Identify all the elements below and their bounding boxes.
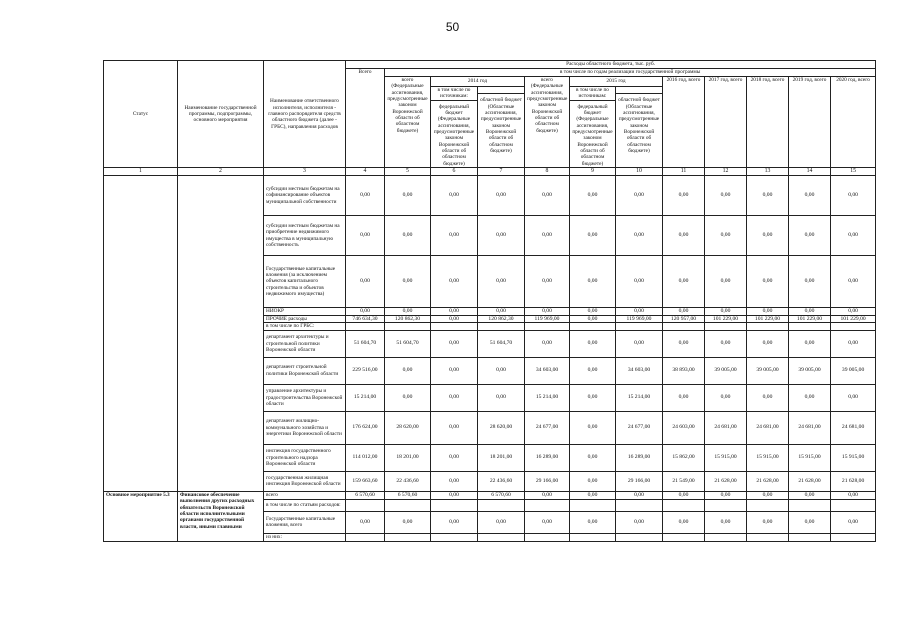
value-cell: 34 603,00 xyxy=(616,357,663,384)
header-year-2016: 2016 год, всего xyxy=(663,77,705,168)
row-label: государственная жилищная инспекция Воронежской области xyxy=(264,471,346,491)
value-cell xyxy=(525,323,570,330)
header-year-2015: 2015 год xyxy=(570,77,663,87)
value-cell: 0,00 xyxy=(831,308,876,316)
value-cell: 159 663,60 xyxy=(346,471,385,491)
value-cell: 34 603,00 xyxy=(525,357,570,384)
row-label: в том числе по статьям расходов: xyxy=(264,499,346,511)
value-cell: 21 549,00 xyxy=(663,471,705,491)
value-cell: 0,00 xyxy=(431,176,478,216)
value-cell: 16 289,00 xyxy=(525,444,570,471)
value-cell: 746 634,30 xyxy=(346,315,385,323)
value-cell xyxy=(385,499,431,511)
header-total-2014: всего (Федеральные ассигнования, предусмотренные законом Воронежской области об областном бюджете) xyxy=(385,77,431,168)
value-cell: 0,00 xyxy=(346,308,385,316)
value-cell: 0,00 xyxy=(385,256,431,308)
value-cell xyxy=(663,533,705,541)
value-cell: 24 681,00 xyxy=(789,411,831,444)
row-label: инспекция государственного строительного надзора Воронежской области xyxy=(264,444,346,471)
value-cell: 15 214,00 xyxy=(346,384,385,411)
value-cell: 0,00 xyxy=(431,471,478,491)
value-cell xyxy=(616,323,663,330)
value-cell xyxy=(663,499,705,511)
value-cell: 0,00 xyxy=(525,491,570,499)
header-reg-2014 xyxy=(478,87,525,168)
value-cell xyxy=(747,533,789,541)
column-number: 12 xyxy=(705,168,747,176)
value-cell: 0,00 xyxy=(525,216,570,256)
value-cell xyxy=(831,533,876,541)
value-cell: 29 166,00 xyxy=(525,471,570,491)
value-cell: 0,00 xyxy=(570,308,616,316)
value-cell: 101 229,00 xyxy=(747,315,789,323)
value-cell xyxy=(705,323,747,330)
value-cell: 0,00 xyxy=(478,357,525,384)
value-cell: 0,00 xyxy=(431,511,478,533)
value-cell: 0,00 xyxy=(385,216,431,256)
value-cell: 0,00 xyxy=(570,315,616,323)
value-cell: 0,00 xyxy=(616,511,663,533)
value-cell: 0,00 xyxy=(346,176,385,216)
header-executor: Наименование ответственного исполнителя, исполнителя - главного распорядителя средств областного бюджета (далее - ГРБС), направления расходов xyxy=(264,61,346,168)
header-year-2019: 2019 год, всего xyxy=(789,77,831,168)
value-cell: 0,00 xyxy=(616,176,663,216)
value-cell: 6 570,60 xyxy=(385,491,431,499)
value-cell xyxy=(789,533,831,541)
value-cell: 21 628,00 xyxy=(789,471,831,491)
header-budget-title: Расходы областного бюджета, тыс. руб. xyxy=(346,61,876,69)
value-cell: 0,00 xyxy=(705,176,747,216)
value-cell: 176 624,00 xyxy=(346,411,385,444)
value-cell: 0,00 xyxy=(616,216,663,256)
value-cell: 0,00 xyxy=(346,511,385,533)
value-cell: 28 620,00 xyxy=(385,411,431,444)
value-cell: 0,00 xyxy=(789,256,831,308)
value-cell: 0,00 xyxy=(705,216,747,256)
header-fed-2015 xyxy=(570,87,616,168)
column-number: 3 xyxy=(264,168,346,176)
value-cell: 0,00 xyxy=(478,308,525,316)
value-cell: 0,00 xyxy=(789,216,831,256)
header-reg-2015 xyxy=(616,87,663,168)
value-cell: 119 969,00 xyxy=(525,315,570,323)
row-label: в том числе по ГРБС: xyxy=(264,323,346,330)
column-number: 4 xyxy=(346,168,385,176)
value-cell: 0,00 xyxy=(570,176,616,216)
column-number: 11 xyxy=(663,168,705,176)
value-cell xyxy=(831,323,876,330)
value-cell: 0,00 xyxy=(431,315,478,323)
header-year-2018: 2018 год, всего xyxy=(747,77,789,168)
value-cell: 24 681,00 xyxy=(831,411,876,444)
row-label: департамент жилищно-коммунального хозяйства и энергетики Воронежской области xyxy=(264,411,346,444)
header-fed-2015-text: федеральный бюджет (Федеральные ассигнования, предусмотренные законом Воронежской области об областном бюджете) xyxy=(572,103,613,167)
value-cell: 6 570,60 xyxy=(346,491,385,499)
value-cell: 0,00 xyxy=(663,491,705,499)
value-cell: 0,00 xyxy=(525,256,570,308)
value-cell: 0,00 xyxy=(431,411,478,444)
column-number: 14 xyxy=(789,168,831,176)
value-cell: 0,00 xyxy=(478,511,525,533)
value-cell: 120 957,00 xyxy=(663,315,705,323)
value-cell: 0,00 xyxy=(747,256,789,308)
value-cell: 0,00 xyxy=(431,308,478,316)
value-cell: 0,00 xyxy=(705,491,747,499)
value-cell: 0,00 xyxy=(831,176,876,216)
column-number: 13 xyxy=(747,168,789,176)
value-cell: 0,00 xyxy=(663,176,705,216)
value-cell xyxy=(478,499,525,511)
value-cell: 0,00 xyxy=(789,384,831,411)
value-cell: 0,00 xyxy=(431,491,478,499)
program-name-cell: Финансовое обеспечение выполнения других расходных обязательств Воронежской области исполнительными органами государственной власти, иными главными xyxy=(178,491,264,541)
column-number: 5 xyxy=(385,168,431,176)
value-cell: 0,00 xyxy=(705,511,747,533)
value-cell: 0,00 xyxy=(663,511,705,533)
header-reg-2014-text: областной бюджет (Областные ассигнования, предусмотренные законом Воронежской области об областном бюджете) xyxy=(480,97,522,155)
value-cell: 0,00 xyxy=(525,330,570,357)
value-cell xyxy=(831,499,876,511)
header-total: Всего xyxy=(346,69,385,168)
value-cell: 51 604,70 xyxy=(478,330,525,357)
table-row xyxy=(104,491,876,499)
value-cell: 28 620,00 xyxy=(478,411,525,444)
value-cell: 0,00 xyxy=(431,357,478,384)
value-cell xyxy=(705,499,747,511)
value-cell: 0,00 xyxy=(385,384,431,411)
header-fed-2014 xyxy=(431,87,478,168)
value-cell: 15 915,00 xyxy=(831,444,876,471)
value-cell: 0,00 xyxy=(346,216,385,256)
value-cell: 0,00 xyxy=(747,384,789,411)
row-label: управление архитектуры и градостроительства Воронежской области xyxy=(264,384,346,411)
value-cell xyxy=(478,323,525,330)
table-header xyxy=(104,61,876,176)
value-cell: 0,00 xyxy=(616,330,663,357)
value-cell: 0,00 xyxy=(789,330,831,357)
value-cell: 51 604,70 xyxy=(346,330,385,357)
column-number: 1 xyxy=(104,168,178,176)
value-cell xyxy=(478,533,525,541)
value-cell: 24 677,00 xyxy=(525,411,570,444)
value-cell: 6 570,60 xyxy=(478,491,525,499)
column-number: 10 xyxy=(616,168,663,176)
value-cell: 0,00 xyxy=(478,384,525,411)
value-cell: 39 005,00 xyxy=(705,357,747,384)
value-cell: 114 012,00 xyxy=(346,444,385,471)
value-cell: 0,00 xyxy=(663,384,705,411)
value-cell: 0,00 xyxy=(747,491,789,499)
value-cell: 38 893,00 xyxy=(663,357,705,384)
value-cell: 0,00 xyxy=(747,330,789,357)
header-year-2020: 2020 год, всего xyxy=(831,77,876,168)
value-cell: 0,00 xyxy=(525,176,570,216)
value-cell xyxy=(616,533,663,541)
value-cell: 0,00 xyxy=(385,308,431,316)
column-number: 8 xyxy=(525,168,570,176)
value-cell: 0,00 xyxy=(431,256,478,308)
value-cell: 0,00 xyxy=(570,357,616,384)
value-cell: 0,00 xyxy=(346,256,385,308)
row-label: Государственные капитальные вложения (за исключением объектов капитального строительства и объектов недвижимого имущества) xyxy=(264,256,346,308)
value-cell: 0,00 xyxy=(570,256,616,308)
value-cell: 39 005,00 xyxy=(789,357,831,384)
value-cell: 0,00 xyxy=(431,330,478,357)
value-cell: 0,00 xyxy=(570,384,616,411)
header-total-2015: всего (Федеральные ассигнования, предусмотренные законом Воронежской области об областном бюджете) xyxy=(525,77,570,168)
value-cell: 0,00 xyxy=(747,511,789,533)
header-incl-sources-2014: в том числе по источникам: xyxy=(431,87,477,101)
value-cell: 0,00 xyxy=(431,444,478,471)
value-cell: 0,00 xyxy=(570,511,616,533)
row-label: из них: xyxy=(264,533,346,541)
header-reg-2015-text: областной бюджет (Областные ассигнования, предусмотренные законом Воронежской области об областном бюджете) xyxy=(618,97,660,155)
value-cell: 0,00 xyxy=(478,216,525,256)
value-cell: 0,00 xyxy=(789,491,831,499)
value-cell xyxy=(616,499,663,511)
value-cell: 18 201,00 xyxy=(478,444,525,471)
row-label: всего xyxy=(264,491,346,499)
value-cell xyxy=(385,533,431,541)
header-year-2014: 2014 год xyxy=(431,77,525,87)
value-cell: 0,00 xyxy=(747,176,789,216)
value-cell: 0,00 xyxy=(525,308,570,316)
row-label: субсидии местным бюджетам на софинансирование объектов муниципальной собственности xyxy=(264,176,346,216)
row-label: ПРОЧИЕ расходы xyxy=(264,315,346,323)
value-cell: 15 862,00 xyxy=(663,444,705,471)
value-cell: 0,00 xyxy=(478,176,525,216)
header-program-name: Наименование государственной программы, подпрограммы, основного мероприятия xyxy=(178,61,264,168)
value-cell: 0,00 xyxy=(570,330,616,357)
value-cell: 0,00 xyxy=(431,384,478,411)
value-cell: 0,00 xyxy=(570,491,616,499)
value-cell: 24 677,00 xyxy=(616,411,663,444)
value-cell: 0,00 xyxy=(663,308,705,316)
value-cell: 0,00 xyxy=(570,216,616,256)
value-cell xyxy=(663,323,705,330)
value-cell: 0,00 xyxy=(570,444,616,471)
value-cell: 0,00 xyxy=(831,511,876,533)
value-cell: 0,00 xyxy=(570,411,616,444)
value-cell: 0,00 xyxy=(705,308,747,316)
row-label: департамент строительной политики Воронежской области xyxy=(264,357,346,384)
value-cell: 22 436,60 xyxy=(478,471,525,491)
value-cell: 21 628,00 xyxy=(747,471,789,491)
value-cell: 0,00 xyxy=(385,176,431,216)
value-cell: 15 214,00 xyxy=(616,384,663,411)
value-cell xyxy=(570,533,616,541)
value-cell: 0,00 xyxy=(831,491,876,499)
value-cell xyxy=(570,499,616,511)
value-cell: 0,00 xyxy=(789,308,831,316)
value-cell: 16 289,00 xyxy=(616,444,663,471)
table-body xyxy=(104,176,876,541)
value-cell: 51 604,70 xyxy=(385,330,431,357)
column-number: 15 xyxy=(831,168,876,176)
header-incl-sources-2015: в том числе по источникам: xyxy=(570,87,615,101)
value-cell: 0,00 xyxy=(663,256,705,308)
value-cell: 0,00 xyxy=(831,330,876,357)
value-cell: 0,00 xyxy=(431,216,478,256)
column-number: 7 xyxy=(478,168,525,176)
value-cell: 21 628,00 xyxy=(831,471,876,491)
column-number: 9 xyxy=(570,168,616,176)
value-cell: 0,00 xyxy=(747,308,789,316)
page-number: 50 xyxy=(445,20,460,34)
value-cell xyxy=(385,323,431,330)
header-status: Статус xyxy=(104,61,178,168)
value-cell: 29 166,00 xyxy=(616,471,663,491)
value-cell xyxy=(431,499,478,511)
row-label: Государственные капитальные вложения, всего xyxy=(264,511,346,533)
value-cell: 0,00 xyxy=(831,216,876,256)
value-cell: 22 436,60 xyxy=(385,471,431,491)
value-cell: 0,00 xyxy=(478,256,525,308)
value-cell: 119 969,00 xyxy=(616,315,663,323)
value-cell: 101 229,00 xyxy=(831,315,876,323)
value-cell: 24 603,00 xyxy=(663,411,705,444)
value-cell: 15 915,00 xyxy=(747,444,789,471)
value-cell xyxy=(346,533,385,541)
value-cell: 0,00 xyxy=(705,256,747,308)
value-cell: 120 862,30 xyxy=(478,315,525,323)
header-year-2017: 2017 год, всего xyxy=(705,77,747,168)
value-cell: 0,00 xyxy=(570,471,616,491)
value-cell xyxy=(431,533,478,541)
value-cell: 39 005,00 xyxy=(831,357,876,384)
value-cell xyxy=(789,323,831,330)
value-cell: 21 628,00 xyxy=(705,471,747,491)
value-cell: 0,00 xyxy=(663,330,705,357)
value-cell: 15 214,00 xyxy=(525,384,570,411)
value-cell xyxy=(570,323,616,330)
value-cell xyxy=(705,533,747,541)
column-number: 6 xyxy=(431,168,478,176)
value-cell: 0,00 xyxy=(616,308,663,316)
value-cell xyxy=(747,323,789,330)
value-cell xyxy=(431,323,478,330)
program-name-cell xyxy=(178,176,264,492)
row-label: департамент архитектуры и строительной политики Воронежской области xyxy=(264,330,346,357)
value-cell xyxy=(346,323,385,330)
value-cell: 120 862,30 xyxy=(385,315,431,323)
status-cell xyxy=(104,176,178,492)
value-cell xyxy=(346,499,385,511)
value-cell: 24 681,00 xyxy=(747,411,789,444)
value-cell: 0,00 xyxy=(663,216,705,256)
value-cell xyxy=(747,499,789,511)
value-cell xyxy=(789,499,831,511)
value-cell: 15 915,00 xyxy=(705,444,747,471)
status-cell: Основное мероприятие 5.3 xyxy=(104,491,178,541)
value-cell xyxy=(525,533,570,541)
column-number: 2 xyxy=(178,168,264,176)
value-cell: 0,00 xyxy=(747,216,789,256)
value-cell: 0,00 xyxy=(616,491,663,499)
column-number-row xyxy=(104,168,876,176)
value-cell: 0,00 xyxy=(616,256,663,308)
value-cell: 0,00 xyxy=(385,511,431,533)
value-cell: 0,00 xyxy=(789,511,831,533)
value-cell: 0,00 xyxy=(831,256,876,308)
value-cell: 0,00 xyxy=(385,357,431,384)
value-cell: 0,00 xyxy=(705,384,747,411)
value-cell xyxy=(525,499,570,511)
value-cell: 0,00 xyxy=(525,511,570,533)
value-cell: 15 915,00 xyxy=(789,444,831,471)
value-cell: 101 229,00 xyxy=(789,315,831,323)
budget-table xyxy=(103,60,876,542)
value-cell: 0,00 xyxy=(831,384,876,411)
header-including-years: в том числе по годам реализации государственной программы xyxy=(385,69,876,77)
value-cell: 18 201,00 xyxy=(385,444,431,471)
value-cell: 0,00 xyxy=(705,330,747,357)
header-fed-2014-text: федеральный бюджет (Федеральные ассигнования, предусмотренные законом Воронежской области об областном бюджете) xyxy=(433,103,475,167)
value-cell: 0,00 xyxy=(789,176,831,216)
row-label: НИОКР xyxy=(264,308,346,316)
row-label: субсидии местным бюджетам на приобретение недвижимого имущества в муниципальную собственность xyxy=(264,216,346,256)
value-cell: 24 681,00 xyxy=(705,411,747,444)
table-row xyxy=(104,176,876,216)
value-cell: 101 229,00 xyxy=(705,315,747,323)
value-cell: 229 516,00 xyxy=(346,357,385,384)
value-cell: 39 005,00 xyxy=(747,357,789,384)
